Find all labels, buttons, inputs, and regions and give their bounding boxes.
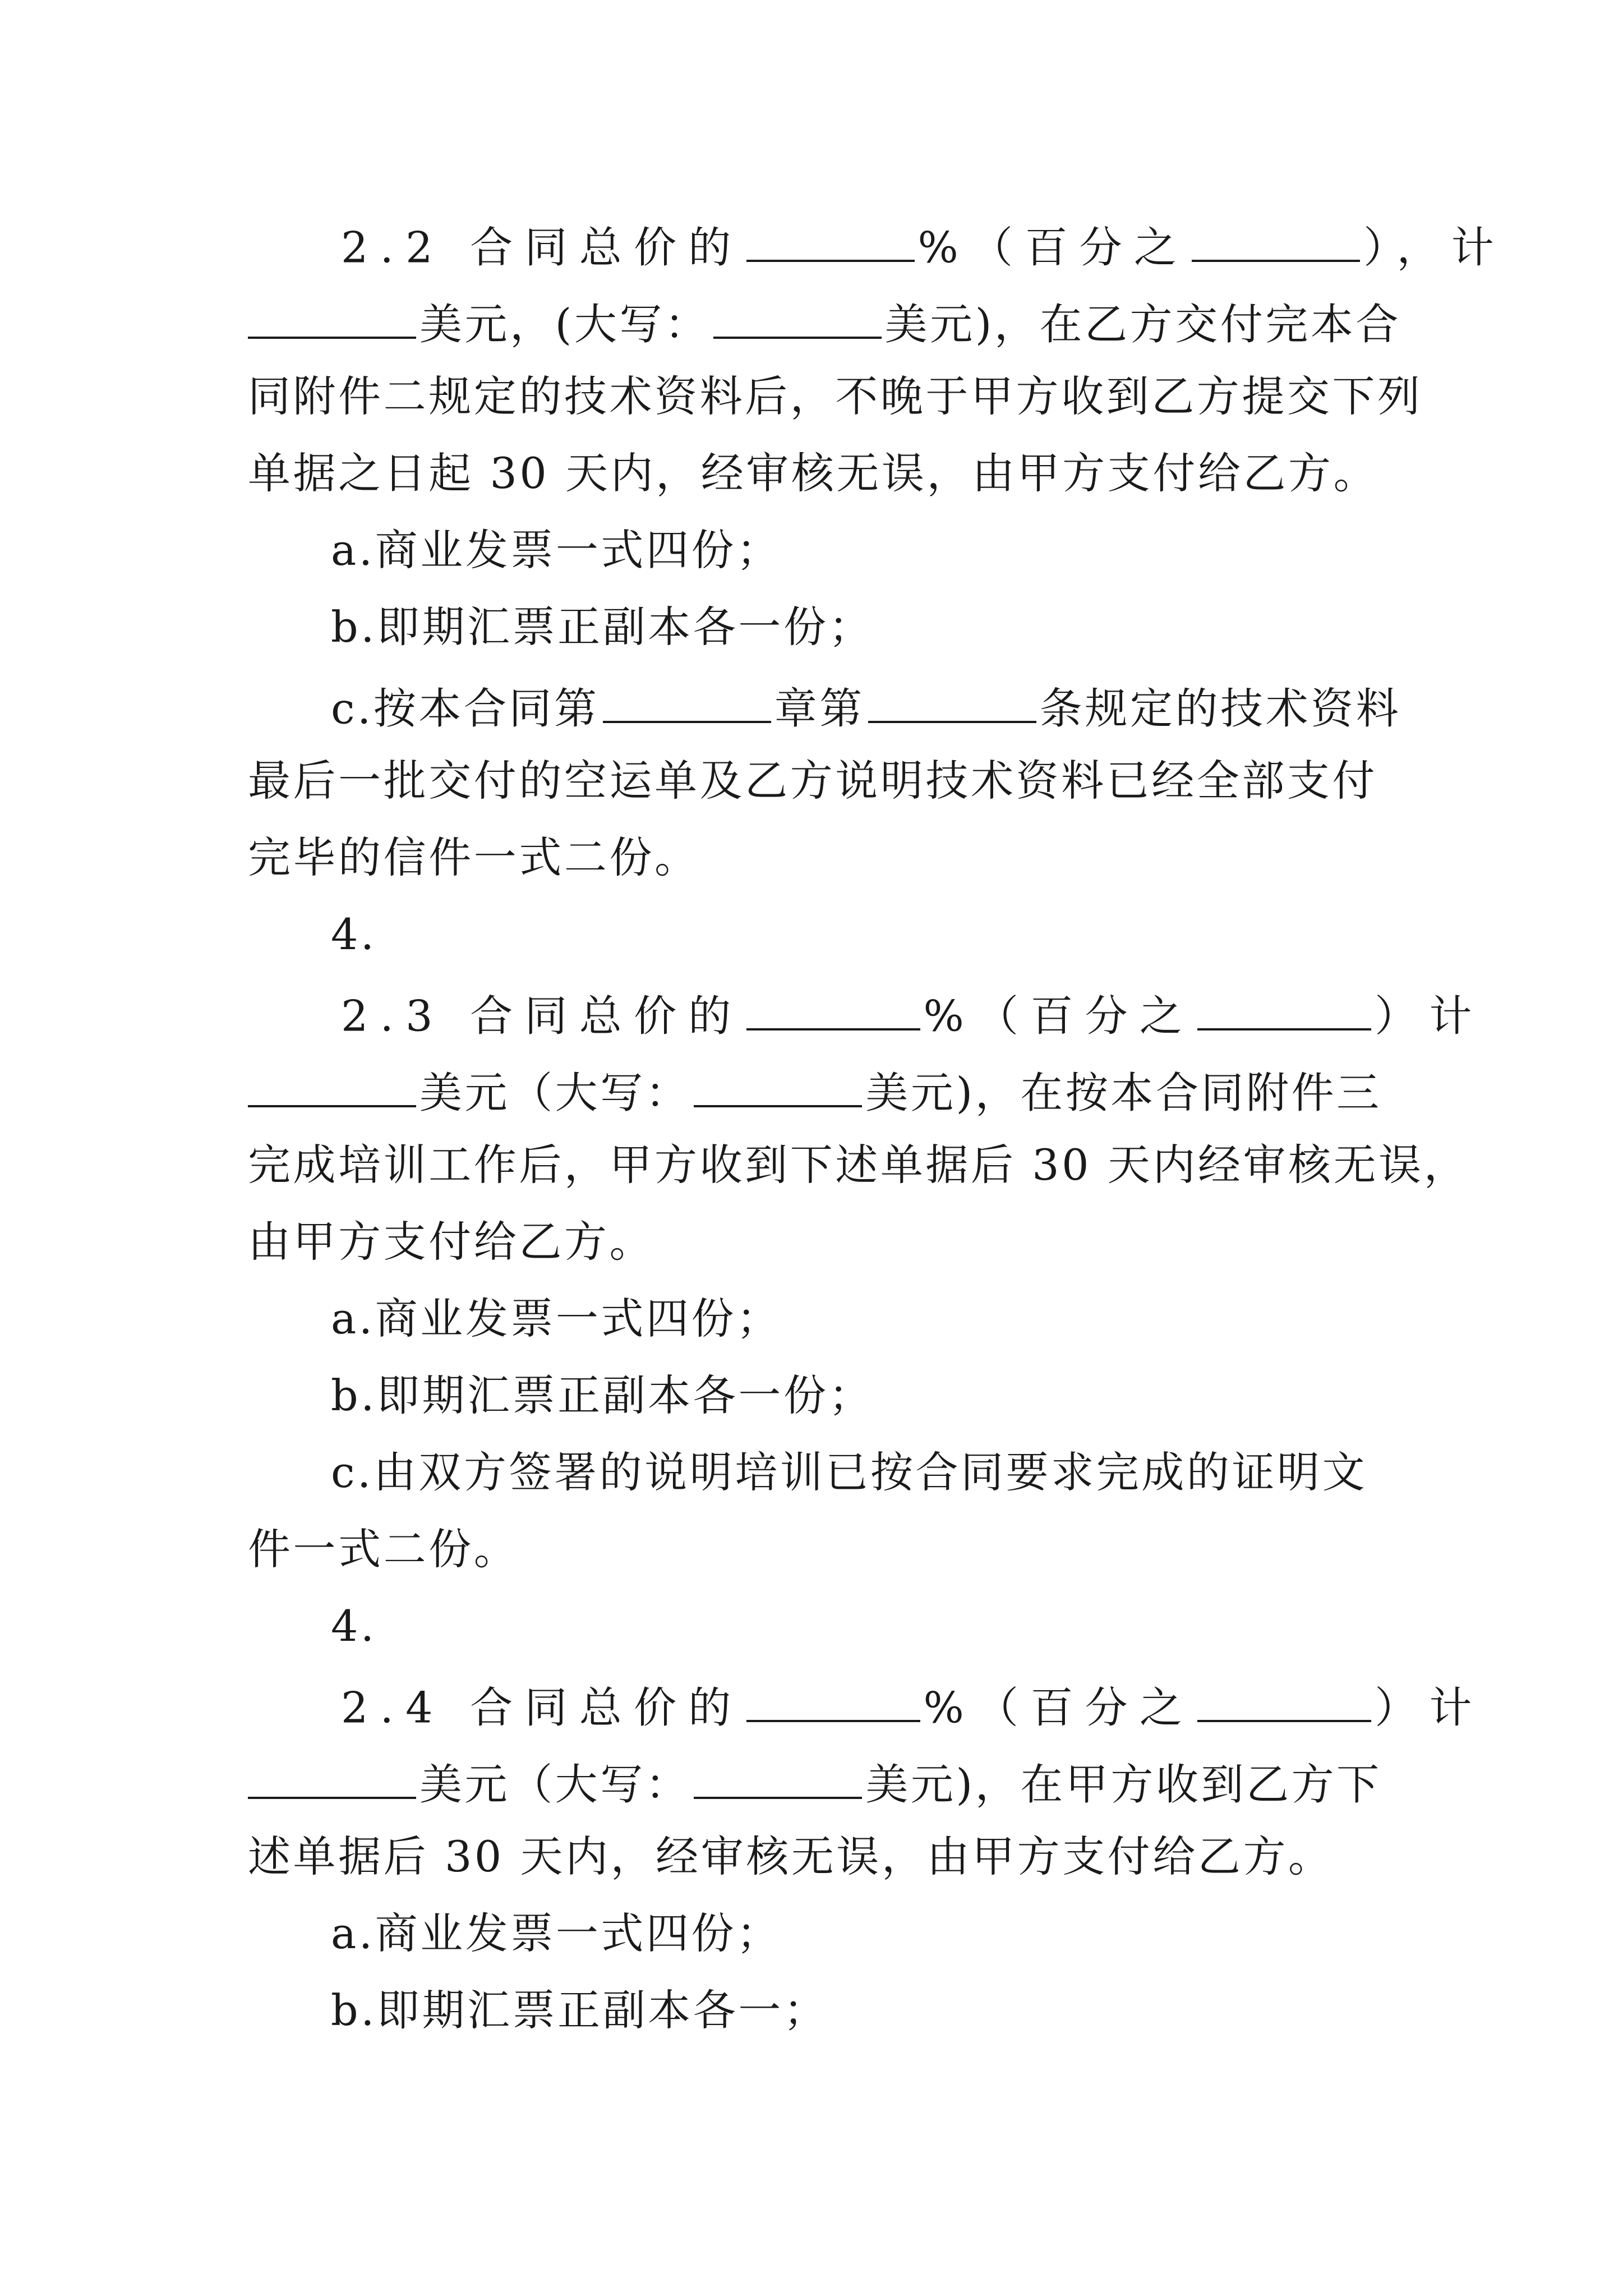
percent-text: %（百分之 — [923, 1682, 1195, 1733]
item-c-text-c: 条规定的技术资料 — [1039, 683, 1401, 734]
percent-blank[interactable] — [746, 990, 920, 1030]
section-number-2: 4. — [331, 1601, 377, 1651]
amount-lead-text: ），计 — [1363, 222, 1506, 273]
amount-blank[interactable] — [248, 1759, 416, 1799]
clause-2-3-title: 2.3 合同总价的 — [341, 991, 743, 1041]
clause-2-3-item-a: a.商业发票一式四份； — [331, 1294, 782, 1343]
percent-text: %（百分之 — [917, 222, 1189, 273]
amount-words-blank[interactable] — [694, 1759, 862, 1799]
clause-2-2-item-c-line-3: 完毕的信件一式二份。 — [248, 832, 700, 882]
clause-2-2-item-b: b.即期汇票正副本各一份； — [331, 602, 874, 652]
clause-2-2-title: 2.2 合同总价的 — [341, 222, 743, 273]
clause-2-3-item-c: c.由双方签署的说明培训已按合同要求完成的证明文 — [331, 1447, 1368, 1497]
amount-text: 美元，(大写： — [419, 299, 710, 349]
percent-blank[interactable] — [746, 1682, 920, 1722]
percent-text: %（百分之 — [923, 991, 1195, 1041]
amount-text: 美元（大写： — [419, 1068, 691, 1118]
clause-2-4-item-a: a.商业发票一式四份； — [331, 1908, 782, 1958]
percent-blank[interactable] — [746, 222, 915, 262]
clause-2-3-line-2 — [248, 1067, 1382, 1118]
clause-2-4-line-1 — [341, 1682, 1484, 1733]
clause-2-3-item-c-line-2: 件一式二份。 — [248, 1524, 519, 1574]
percent-words-blank[interactable] — [1197, 990, 1371, 1030]
amount-words-blank[interactable] — [694, 1067, 862, 1107]
amount-text: 美元（大写： — [419, 1759, 691, 1810]
clause-2-4-line-2 — [248, 1759, 1382, 1810]
clause-2-4-item-b: b.即期汇票正副本各一； — [331, 1985, 829, 2035]
clause-2-3-line-4: 由甲方支付给乙方。 — [248, 1217, 655, 1267]
clause-2-2-line-1 — [341, 222, 1506, 273]
clause-2-2-line-4: 单据之日起 30 天内，经审核无误，由甲方支付给乙方。 — [248, 448, 1379, 498]
clause-2-2-item-c-line-2: 最后一批交付的空运单及乙方说明技术资料已经全部支付 — [248, 756, 1377, 806]
clause-2-4-title: 2.4 合同总价的 — [341, 1682, 743, 1733]
amount-words-blank[interactable] — [713, 298, 882, 339]
clause-2-3-line-1 — [341, 990, 1484, 1041]
clause-2-2-line-2 — [248, 298, 1401, 349]
percent-words-blank[interactable] — [1197, 1682, 1371, 1722]
clause-2-2-item-c — [331, 683, 1401, 734]
item-c-text-b: 章第 — [774, 683, 865, 734]
clause-2-2-line-3: 同附件二规定的技术资料后，不晚于甲方收到乙方提交下列 — [248, 371, 1423, 421]
amount-blank[interactable] — [248, 298, 416, 339]
clause-2-3-line-3: 完成培训工作后，甲方收到下述单据后 30 天内经审核无误， — [248, 1140, 1469, 1190]
delivery-text: 美元)，在乙方交付完本合 — [884, 299, 1401, 349]
clause-2-2-item-a: a.商业发票一式四份； — [331, 525, 782, 575]
receipt-text: 美元)，在甲方收到乙方下 — [865, 1759, 1382, 1810]
percent-words-blank[interactable] — [1192, 222, 1360, 262]
amount-lead-text: ）计 — [1375, 991, 1484, 1041]
chapter-blank[interactable] — [603, 683, 771, 723]
section-number-1: 4. — [331, 909, 377, 959]
training-text: 美元)，在按本合同附件三 — [865, 1068, 1382, 1118]
amount-lead-text: ）计 — [1375, 1682, 1484, 1733]
item-c-text-a: c.按本合同第 — [331, 683, 600, 734]
article-blank[interactable] — [868, 683, 1036, 723]
clause-2-3-item-b: b.即期汇票正副本各一份； — [331, 1370, 874, 1420]
clause-2-4-line-3: 述单据后 30 天内，经审核无误，由甲方支付给乙方。 — [248, 1832, 1334, 1881]
amount-blank[interactable] — [248, 1067, 416, 1107]
